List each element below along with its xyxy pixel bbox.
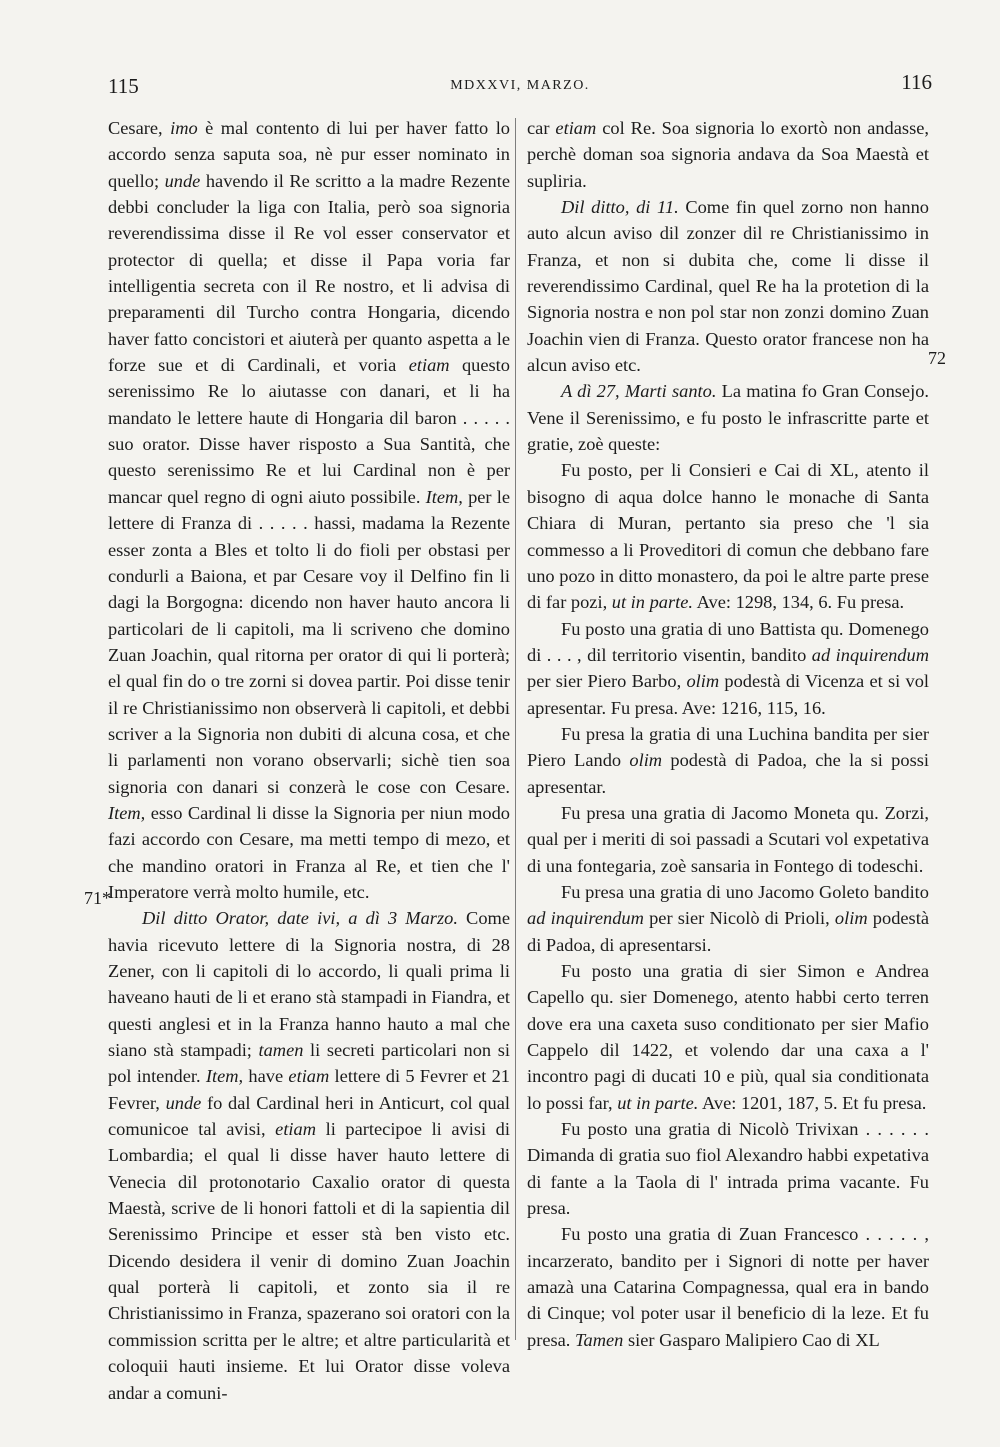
paragraph: Cesare, imo è mal contento di lui per haver fatto lo accordo senza saputa soa, nè pur esser nominato in quello; unde havendo il Re scritto a la madre Rezente debbi concluder la liga con Italia, però soa signoria reverendissima disse il Re vol esser conservator et protector di quella; et disse il Papa voria far intelligentia secreta con il Re nostro, et li advisa di preparamenti dil Turcho contra Hongaria, dicendo haver fatto concistori et aiuterà per quanto aspetta a le forze sue et di Cardinali, et voria etiam questo serenissimo Re lo aiutasse con danari, et li ha mandato le lettere haute di Hongaria dil baron . . . . . suo orator. Disse haver risposto a Sua Santità, che questo serenissimo Re et lui Cardinal non è per mancar quel regno di ogni aiuto possibile. Item, per le lettere di Franza di . . . . . hassi, madama la Rezente esser zonta a Bles et tolto li do fioli per obstasi per condurli a Baiona, et par Cesare voy il Delfino fin li dagi la Borgogna: dicendo non haver hauto ancora li particolari de li capitoli, ma li scriveno che domino Zuan Joachin, qual ritorna per orator di qui li porterà; el qual fin do o tre zorni si dovea partir. Poi disse tenir il re Christianissimo non observerà li capitoli, et debbi scriver a la Signoria non dubiti di alcuna cosa, et che li parlamenti non vorano observarli; sichè tien soa signoria con danari si conzerà le cose con Cesare. Item, esso Cardinal li disse la Signoria per niun modo fazi accordo con Cesare, ma metti tempo di mezo, et che mandino oratori in Franza al Re, et tien che l' Imperatore verrà molto humile, etc. — [108, 118, 511, 902]
margin-note-left: 71* — [84, 888, 111, 908]
margin-note-right: 72 — [928, 348, 946, 368]
italic-term: unde — [164, 170, 201, 191]
italic-term: Item, — [108, 802, 146, 823]
italic-term: ad inquirendum — [527, 908, 644, 929]
italic-term: imo — [170, 118, 198, 138]
italic-term: Tamen — [575, 1329, 624, 1350]
left-column — [108, 115, 510, 1406]
italic-term: tamen — [258, 1040, 304, 1061]
paragraph: Dil ditto Orator, date ivi, a dì 3 Marzo. Come havia ricevuto lettere di la Signoria nostra, di 28 Zener, con li capitoli di lo accordo, li quali prima li haveano hauti de li et erano stà stampadi in Fiandra, et questi anglesi et in la Franza hanno hauto a mal che siano stà stampadi; tamen li secreti particolari non si pol intender. Item, have etiam lettere di 5 Fevrer et 21 Fevrer, unde fo dal Cardinal heri in Anticurt, col qual comunicoe tal avisi, etiam li partecipoe li avisi di Lombardia; el qual li disse haver hauto lettere di Venecia dil protonotario Caxalio orator di questa Maestà, scrive de li honori fattoli et di la sapientia dil Serenissimo Principe et esser stà ben visto etc. Dicendo desidera il venir di domino Zuan Joachin qual porterà li capitoli, et zonto sia il re Christianissimo in Franza, spazerano soi oratori con la commission scritta per le altre; et altre particularità et coloquii hauti insieme. Et lui Orator disse voleva andar a comuni- — [108, 908, 510, 1403]
paragraph: A dì 27, Marti santo. La matina fo Gran Consejo. Vene il Serenissimo, e fu posto le infrascritte parte et gratie, zoè queste: — [527, 381, 929, 455]
paragraph: Fu posto, per li Consieri e Cai di XL, atento il bisogno di aqua dolce hanno le monache di Santa Chiara di Muran, pertanto sia preso che 'l sia commesso a li Proveditori di comun che debbano fare uno pozo in ditto monastero, da poi le altre parte prese di far pozi, ut in parte. Ave: 1298, 134, 6. Fu presa. — [527, 460, 929, 613]
paragraph: Fu presa la gratia di una Luchina bandita per sier Piero Lando olim podestà di Padoa, che la si possi apresentar. — [527, 723, 929, 797]
italic-term: A dì 27, Marti santo. — [561, 381, 717, 402]
paragraph: Fu presa una gratia di uno Jacomo Goleto bandito ad inquirendum per sier Nicolò di Prioli, olim podestà di Padoa, di apresentarsi. — [527, 881, 929, 955]
paragraph: Fu posto una gratia di Nicolò Trivixan . . . . . . Dimanda di gratia suo fiol Alexandro habbi expetativa di fante a la Taola di l' intrada prima vacante. Fu presa. — [527, 1119, 929, 1219]
italic-term: Dil ditto Orator, date ivi, a dì 3 Marzo. — [142, 908, 458, 929]
italic-term: olim — [686, 671, 720, 692]
column-divider — [515, 118, 516, 1340]
italic-term: ut in parte. — [617, 1092, 699, 1113]
italic-term: Item, — [425, 486, 463, 507]
page-number-left: 115 — [108, 74, 139, 98]
italic-term: Item, — [205, 1066, 244, 1087]
paragraph: Dil ditto, di 11. Come fin quel zorno non hanno auto alcun aviso dil zonzer dil re Christianissimo in Franza, et non si dubita che, come li disse il reverendissimo Cardinal, quel Re ha la protetion di la Signoria nostra e non pol star non zonzi domino Zuan Joachin vien di Franza. Questo orator francese non ha alcun aviso etc. — [527, 197, 929, 376]
italic-term: ut in parte. — [611, 592, 694, 613]
italic-term: Dil ditto, di 11. — [561, 197, 679, 218]
page-header — [108, 70, 932, 106]
italic-term: etiam — [275, 1119, 317, 1140]
paragraph: Fu presa una gratia di Jacomo Moneta qu. Zorzi, qual per i meriti di soi passadi a Scutari vol expetativa di una fontegaria, zoè sansaria in Fontego di todeschi. — [527, 802, 929, 876]
italic-term: etiam — [288, 1066, 330, 1087]
paragraph: car etiam col Re. Soa signoria lo exortò non andasse, perchè doman soa signoria andava da Soa Maestà et supliria. — [527, 118, 929, 191]
italic-term: olim — [834, 908, 868, 929]
right-column — [527, 115, 929, 1353]
paragraph: Fu posto una gratia di uno Battista qu. Domenego di . . . , dil territorio visentin, bandito ad inquirendum per sier Piero Barbo, olim podestà di Vicenza et si vol apresentar. Fu presa. Ave: 1216, 115, 16. — [527, 618, 930, 718]
paragraph: Fu posto una gratia di sier Simon e Andrea Capello qu. sier Domenego, atento habbi certo terren dove era una caxeta suso conditionato per sier Mafio Cappelo dil 1422, et volendo dar una caxa a l' incontro pagi di ducati 10 e più, qual sia conditionata lo possi far, ut in parte. Ave: 1201, 187, 5. Et fu presa. — [527, 961, 929, 1113]
italic-term: etiam — [555, 118, 597, 138]
italic-term: etiam — [408, 355, 450, 376]
italic-term: ad inquirendum — [811, 644, 929, 665]
italic-term: unde — [165, 1092, 202, 1113]
page-number-right: 116 — [901, 70, 932, 94]
running-title: MDXXVI, MARZO. — [450, 78, 590, 93]
paragraph: Fu posto una gratia di Zuan Francesco . . . . . , incarzerato, bandito per i Signori di notte per haver amazà una Catarina Compagnessa, qual era in bando di Cinque; vol poter usar il beneficio di la leze. Et fu presa. Tamen sier Gasparo Malipiero Cao di XL — [527, 1224, 929, 1350]
italic-term: olim — [629, 750, 663, 771]
